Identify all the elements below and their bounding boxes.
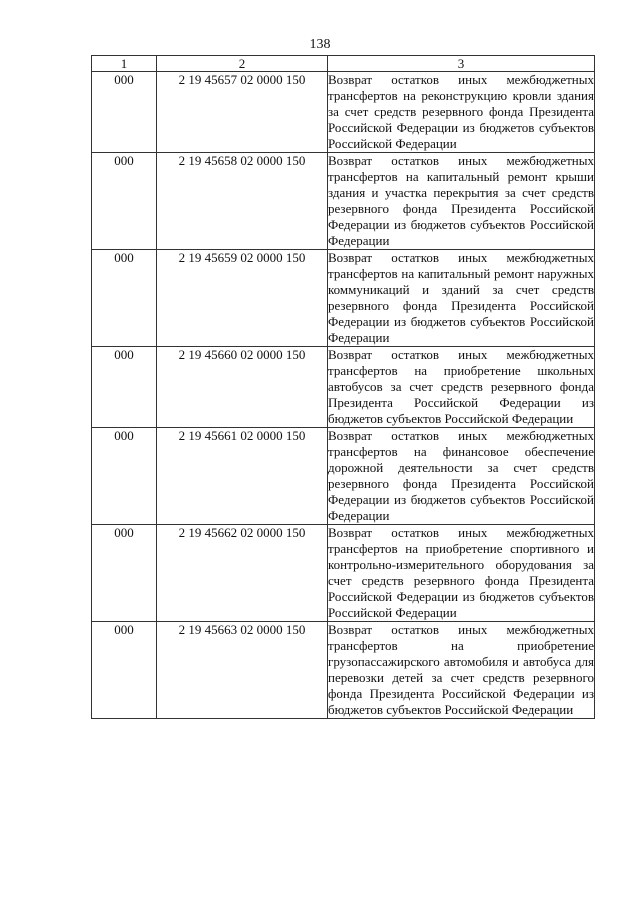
description-cell: Возврат остатков иных межбюджетных трансфертов на реконструкцию кровли здания за счет средств резервного фонда Президента Российской Федерации из бюджетов субъектов Российской Федерации — [328, 72, 594, 151]
description-cell: Возврат остатков иных межбюджетных трансфертов на приобретение грузопассажирского автомобиля и автобуса для перевозки детей за счет средств резервного фонда Президента Российской Федерации из бюджетов субъектов Российской Федерации — [328, 622, 594, 717]
description-cell: Возврат остатков иных межбюджетных трансфертов на капитальный ремонт наружных коммуникаций и зданий за счет средств резервного фонда Президента Российской Федерации из бюджетов субъектов Российской Федерации — [328, 250, 594, 345]
budget-code-cell: 2 19 45659 02 0000 150 — [157, 250, 328, 347]
table-row — [92, 250, 595, 347]
admin-code-cell: 000 — [92, 428, 157, 525]
table-header-row — [92, 56, 595, 72]
budget-code-cell: 2 19 45658 02 0000 150 — [157, 153, 328, 250]
table-row — [92, 622, 595, 719]
budget-code-cell: 2 19 45662 02 0000 150 — [157, 525, 328, 622]
description-cell: Возврат остатков иных межбюджетных трансфертов на приобретение спортивного и контрольно-измерительного оборудования за счет средств резервного фонда Президента Российской Федерации из бюджетов субъектов Российской Федерации — [328, 525, 594, 620]
admin-code-cell: 000 — [92, 525, 157, 622]
column-header-3: 3 — [328, 56, 595, 72]
budget-code-cell: 2 19 45663 02 0000 150 — [157, 622, 328, 719]
column-header-1: 1 — [92, 56, 157, 72]
table-row — [92, 525, 595, 622]
description-cell: Возврат остатков иных межбюджетных трансфертов на приобретение школьных автобусов за счет средств резервного фонда Президента Российской Федерации из бюджетов субъектов Российской Федерации — [328, 347, 594, 426]
table-row — [92, 153, 595, 250]
table-row — [92, 347, 595, 428]
budget-code-cell: 2 19 45661 02 0000 150 — [157, 428, 328, 525]
budget-classification-table — [91, 55, 595, 719]
admin-code-cell: 000 — [92, 347, 157, 428]
page-number: 138 — [309, 37, 331, 52]
budget-code-cell: 2 19 45660 02 0000 150 — [157, 347, 328, 428]
admin-code-cell: 000 — [92, 250, 157, 347]
budget-code-cell: 2 19 45657 02 0000 150 — [157, 72, 328, 153]
admin-code-cell: 000 — [92, 72, 157, 153]
description-cell: Возврат остатков иных межбюджетных трансфертов на капитальный ремонт крыши здания и участка перекрытия за счет средств резервного фонда Президента Российской Федерации из бюджетов субъектов Российской Федерации — [328, 153, 594, 248]
admin-code-cell: 000 — [92, 153, 157, 250]
table-row — [92, 72, 595, 153]
description-cell: Возврат остатков иных межбюджетных трансфертов на финансовое обеспечение дорожной деятельности за счет средств резервного фонда Президента Российской Федерации из бюджетов субъектов Российской Федерации — [328, 428, 594, 523]
table-row — [92, 428, 595, 525]
column-header-2: 2 — [157, 56, 328, 72]
admin-code-cell: 000 — [92, 622, 157, 719]
